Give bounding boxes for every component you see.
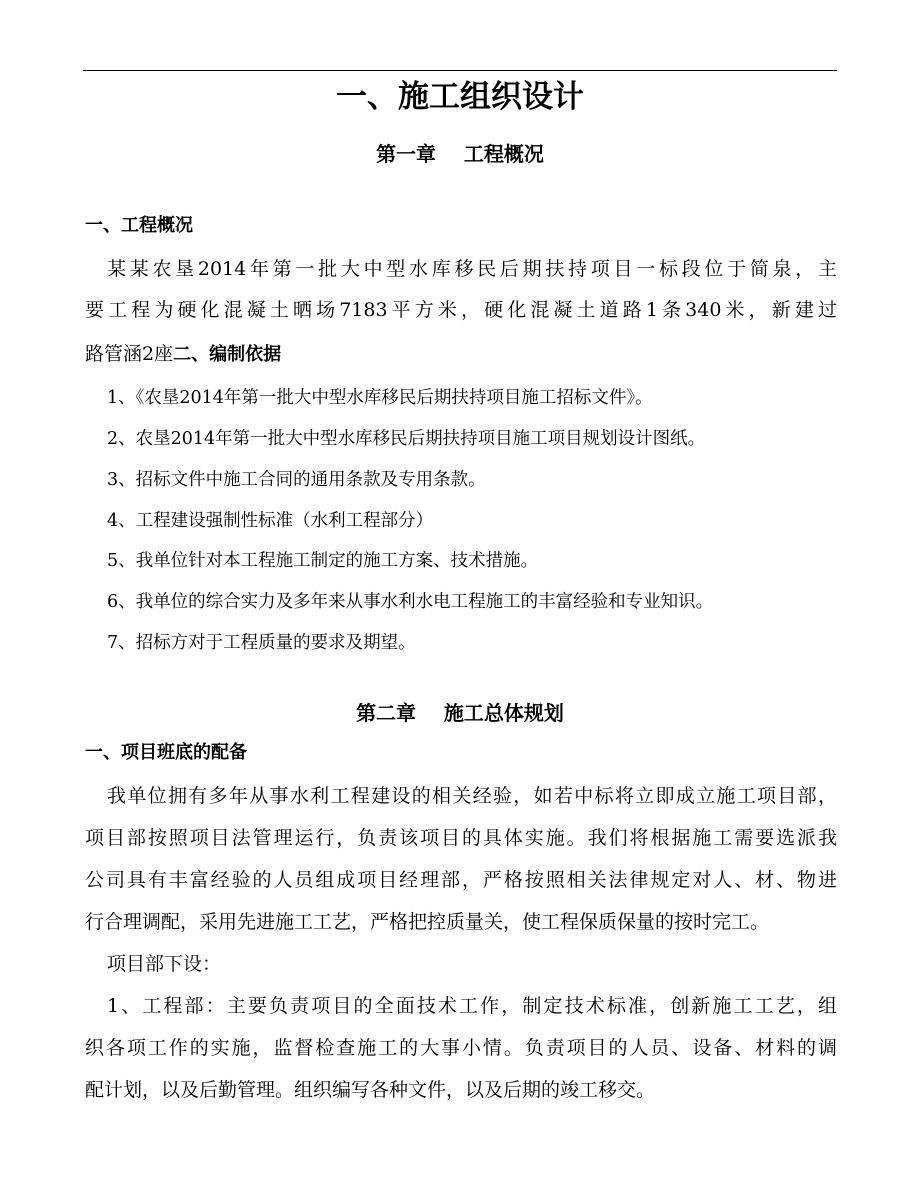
section-heading-overview: 一、工程概况 xyxy=(85,215,193,236)
paragraph-line: 1、工程部：主要负责项目的全面技术工作，制定技术标准，创新施工工艺，组 xyxy=(107,995,837,1017)
chapter-2-title: 第二章 施工总体规划 xyxy=(356,701,564,725)
paragraph-line xyxy=(85,341,837,368)
paragraph-line: 要工程为硬化混凝土晒场7183平方米，硬化混凝土道路1条340米，新建过 xyxy=(85,299,837,321)
paragraph-line: 项目部下设： xyxy=(107,953,222,975)
list-item: 6、我单位的综合实力及多年来从事水利水电工程施工的丰富经验和专业知识。 xyxy=(107,592,714,612)
paragraph-text: 路管涵2座 xyxy=(85,343,174,365)
paragraph-line: 织各项工作的实施，监督检查施工的大事小情。负责项目的人员、设备、材料的调 xyxy=(85,1037,837,1059)
list-item: 2、农垦2014年第一批大中型水库移民后期扶持项目施工项目规划设计图纸。 xyxy=(107,429,706,449)
list-item: 7、招标方对于工程质量的要求及期望。 xyxy=(107,633,416,653)
list-item: 5、我单位针对本工程施工制定的施工方案、技术措施。 xyxy=(107,551,539,571)
header-rule xyxy=(83,70,837,71)
paragraph-line: 我单位拥有多年从事水利工程建设的相关经验，如若中标将立即成立施工项目部， xyxy=(107,785,837,807)
section-heading-basis: 二、编制依据 xyxy=(173,344,282,365)
list-item: 4、工程建设强制性标准（水利工程部分） xyxy=(107,511,434,531)
paragraph-line: 项目部按照项目法管理运行，负责该项目的具体实施。我们将根据施工需要选派我 xyxy=(85,827,837,849)
paragraph-line: 某某农垦2014年第一批大中型水库移民后期扶持项目一标段位于简泉，主 xyxy=(107,258,837,280)
chapter-1-title: 第一章 工程概况 xyxy=(376,142,544,166)
list-item: 3、招标文件中施工合同的通用条款及专用条款。 xyxy=(107,470,486,490)
list-item: 1、《农垦2014年第一批大中型水库移民后期扶持项目施工招标文件》。 xyxy=(107,388,653,408)
paragraph-line: 配计划，以及后勤管理。组织编写各种文件，以及后期的竣工移交。 xyxy=(85,1079,656,1101)
section-heading-team: 一、项目班底的配备 xyxy=(85,742,247,763)
paragraph-line: 行合理调配，采用先进施工工艺，严格把控质量关，使工程保质保量的按时完工。 xyxy=(85,911,770,933)
document-title: 一、施工组织设计 xyxy=(336,79,584,115)
paragraph-line: 公司具有丰富经验的人员组成项目经理部，严格按照相关法律规定对人、材、物进 xyxy=(85,869,837,891)
